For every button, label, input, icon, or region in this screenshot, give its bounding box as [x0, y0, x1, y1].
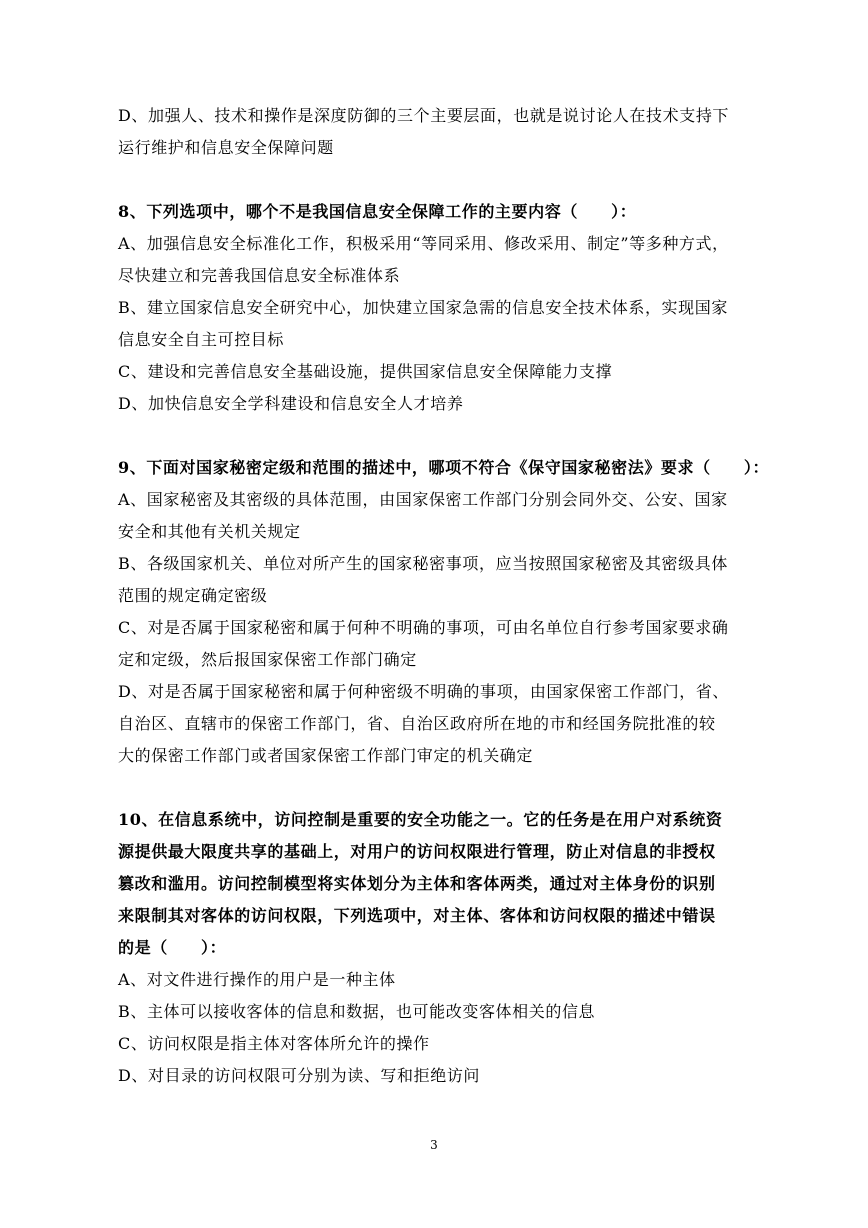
answer-option — [118, 964, 754, 996]
question-block-q7-tail — [118, 100, 754, 164]
answer-option-line: D、加快信息安全学科建设和信息安全人才培养 — [118, 394, 464, 413]
question-text-line: 源提供最大限度共享的基础上，对用户的访问权限进行管理，防止对信息的非授权 — [118, 842, 716, 861]
question-block-q9 — [118, 452, 770, 772]
answer-option-line: 尽快建立和完善我国信息安全标准体系 — [118, 266, 401, 285]
paragraph-gap — [118, 772, 754, 804]
answer-option — [118, 612, 754, 676]
answer-option — [118, 1028, 754, 1060]
answer-option-line: A、国家秘密及其密级的具体范围，由国家保密工作部门分别会同外交、公安、国家 — [118, 490, 728, 509]
answer-option-line: D、对目录的访问权限可分别为读、写和拒绝访问 — [118, 1066, 481, 1085]
answer-option — [118, 356, 754, 388]
question-text-line: 8、下列选项中，哪个不是我国信息安全保障工作的主要内容（ ）： — [118, 202, 637, 221]
question-text-line: 的是（ ）： — [118, 938, 227, 957]
answer-option-line: 安全和其他有关机关规定 — [118, 522, 301, 541]
answer-option-line: B、主体可以接收客体的信息和数据，也可能改变客体相关的信息 — [118, 1002, 596, 1021]
answer-option — [118, 548, 754, 612]
answer-option-line: A、对文件进行操作的用户是一种主体 — [118, 970, 396, 989]
page-number: 3 — [430, 1138, 438, 1152]
question-text-line: 来限制其对客体的访问权限，下列选项中，对主体、客体和访问权限的描述中错误 — [118, 906, 716, 925]
question-text-line: 10、在信息系统中，访问控制是重要的安全功能之一。它的任务是在用户对系统资 — [118, 810, 723, 829]
answer-option — [118, 676, 754, 772]
answer-option-line: B、各级国家机关、单位对所产生的国家秘密事项，应当按照国家秘密及其密级具体 — [118, 554, 728, 573]
answer-option-line: 信息安全自主可控目标 — [118, 330, 285, 349]
question-block-q10 — [118, 804, 754, 1092]
answer-option-line: 定和定级，然后报国家保密工作部门确定 — [118, 650, 417, 669]
answer-option-line: D、加强人、技术和操作是深度防御的三个主要层面，也就是说讨论人在技术支持下 — [118, 106, 730, 125]
question-block-q8 — [118, 196, 754, 420]
answer-option-line: 大的保密工作部门或者国家保密工作部门审定的机关确定 — [118, 746, 534, 765]
answer-option — [118, 388, 754, 420]
answer-option-line: C、访问权限是指主体对客体所允许的操作 — [118, 1034, 430, 1053]
answer-option-line: B、建立国家信息安全研究中心，加快建立国家急需的信息安全技术体系，实现国家 — [118, 298, 728, 317]
answer-option — [118, 484, 754, 548]
answer-option-line: C、对是否属于国家秘密和属于何种不明确的事项，可由名单位自行参考国家要求确 — [118, 618, 729, 637]
answer-option-line: 范围的规定确定密级 — [118, 586, 268, 605]
answer-option-line: 自治区、直辖市的保密工作部门，省、自治区政府所在地的市和经国务院批准的较 — [118, 714, 716, 733]
answer-option — [118, 100, 754, 164]
answer-option-line: A、加强信息安全标准化工作，积极采用“等同采用、修改采用、制定”等多种方式， — [118, 234, 729, 253]
answer-option-line: D、对是否属于国家秘密和属于何种密级不明确的事项，由国家保密工作部门，省、 — [118, 682, 730, 701]
answer-option — [118, 1060, 754, 1092]
paragraph-gap — [118, 164, 754, 196]
question-text-line: 篡改和滥用。访问控制模型将实体划分为主体和客体两类，通过对主体身份的识别 — [118, 874, 716, 893]
paragraph-gap — [118, 420, 754, 452]
question-text-line: 9、下面对国家秘密定级和范围的描述中，哪项不符合《保守国家秘密法》要求（ ）： — [118, 458, 770, 477]
answer-option — [118, 292, 754, 356]
answer-option-line: 运行维护和信息安全保障问题 — [118, 138, 334, 157]
answer-option-line: C、建设和完善信息安全基础设施，提供国家信息安全保障能力支撑 — [118, 362, 613, 381]
page-content — [118, 100, 770, 1092]
answer-option — [118, 996, 754, 1028]
answer-option — [118, 228, 754, 292]
